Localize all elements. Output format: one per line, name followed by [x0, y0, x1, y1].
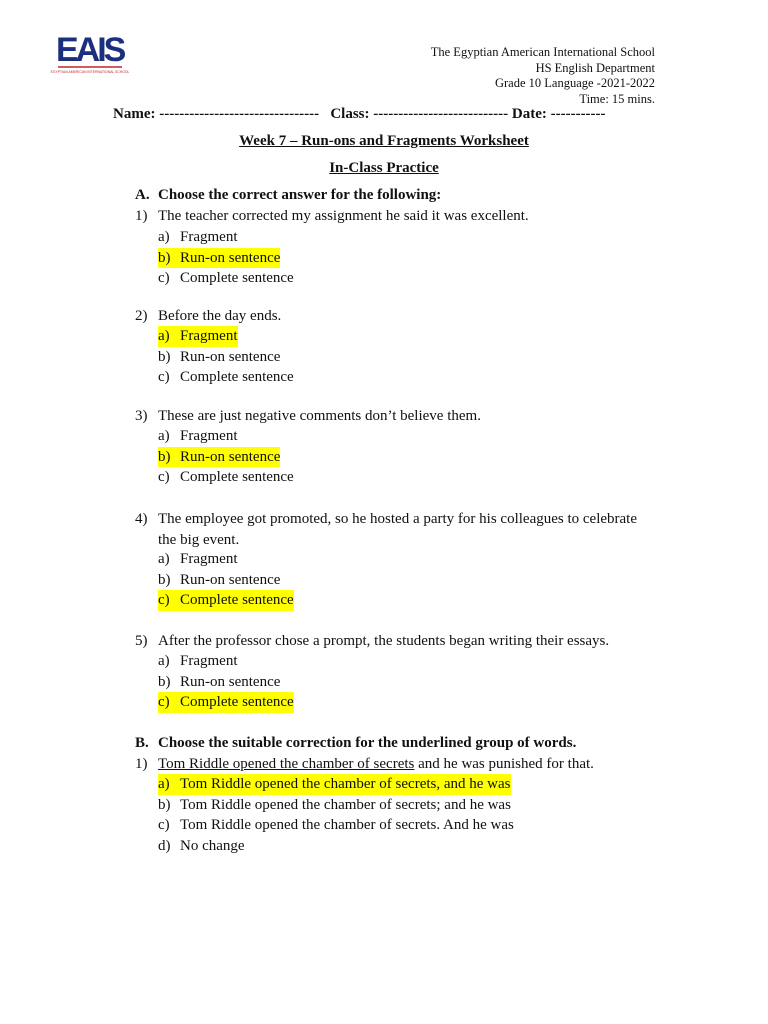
question-a3	[135, 406, 648, 427]
question-text: The employee got promoted, so he hosted a party for his colleagues to celebrate the big event.	[158, 511, 638, 548]
grade: Grade 10 Language -2021-2022	[494, 76, 655, 90]
option-c[interactable]: c) Complete sentence	[158, 270, 294, 286]
section-b-label: B.	[135, 735, 149, 751]
options-a5	[158, 651, 294, 713]
option-a[interactable]: a) Fragment	[158, 229, 238, 245]
option-b-highlighted[interactable]: b) Run-on sentence	[158, 248, 294, 269]
question-text: The teacher corrected my assignment he said it was excellent.	[158, 208, 529, 224]
time-limit: Time: 15 mins.	[579, 91, 655, 106]
question-number: 4)	[135, 511, 148, 527]
worksheet-title: Week 7 – Run-ons and Fragments Worksheet	[239, 133, 529, 149]
name-class-date-line: Name: -------------------------------- Class: --------------------------- Date: -----------	[113, 106, 606, 122]
option-c[interactable]: c) Complete sentence	[158, 469, 294, 485]
section-a-heading	[135, 187, 441, 204]
underlined-words: Tom Riddle opened the chamber of secrets	[158, 756, 415, 772]
question-number: 1)	[135, 756, 148, 772]
section-b-instruction: Choose the suitable correction for the underlined group of words.	[158, 735, 577, 751]
question-number: 1)	[135, 208, 148, 224]
school-info	[431, 45, 655, 107]
options-a4	[158, 549, 294, 611]
worksheet-subtitle: In-Class Practice	[329, 160, 439, 176]
question-number: 2)	[135, 308, 148, 324]
school-logo	[50, 28, 130, 74]
question-number: 5)	[135, 633, 148, 649]
question-a1	[135, 206, 648, 227]
option-a[interactable]: a) Fragment	[158, 428, 238, 444]
option-b-highlighted[interactable]: b) Run-on sentence	[158, 447, 294, 468]
options-b1	[158, 774, 514, 856]
question-a2	[135, 306, 648, 327]
section-a-instruction: Choose the correct answer for the following:	[158, 187, 442, 203]
section-b-heading	[135, 735, 576, 752]
option-b[interactable]: b) Run-on sentence	[158, 571, 281, 588]
option-b[interactable]: b) Run-on sentence	[158, 348, 281, 365]
option-c-highlighted[interactable]: c) Complete sentence	[158, 590, 294, 611]
question-text: Tom Riddle opened the chamber of secrets and he was punished for that.	[158, 756, 594, 772]
options-a1	[158, 227, 294, 289]
question-text: After the professor chose a prompt, the students began writing their essays.	[158, 633, 610, 649]
question-text: These are just negative comments don’t believe them.	[158, 408, 481, 424]
question-text: Before the day ends.	[158, 308, 282, 324]
department: HS English Department	[535, 60, 655, 75]
school-name: The Egyptian American International School	[430, 45, 655, 59]
section-a-label: A.	[135, 187, 150, 203]
option-b[interactable]: b) Tom Riddle opened the chamber of secrets; and he was	[158, 796, 511, 813]
question-a4	[135, 509, 648, 550]
option-a-highlighted[interactable]: a) Tom Riddle opened the chamber of secrets, and he was	[158, 774, 514, 795]
logo-caption: EGYPTIAN AMERICAN INTERNATIONAL SCHOOL	[50, 70, 130, 74]
option-d[interactable]: d) No change	[158, 837, 245, 854]
question-a5	[135, 631, 648, 652]
option-a[interactable]: a) Fragment	[158, 551, 238, 567]
question-b1	[135, 754, 648, 775]
option-a[interactable]: a) Fragment	[158, 653, 238, 669]
option-c[interactable]: c) Complete sentence	[158, 369, 294, 385]
logo-text: EAIS	[56, 31, 124, 69]
option-b[interactable]: b) Run-on sentence	[158, 673, 281, 690]
question-number: 3)	[135, 408, 148, 424]
option-c[interactable]: c) Tom Riddle opened the chamber of secrets. And he was	[158, 817, 514, 833]
option-c-highlighted[interactable]: c) Complete sentence	[158, 692, 294, 713]
options-a2	[158, 326, 294, 388]
option-a-highlighted[interactable]: a) Fragment	[158, 326, 294, 347]
options-a3	[158, 426, 294, 488]
